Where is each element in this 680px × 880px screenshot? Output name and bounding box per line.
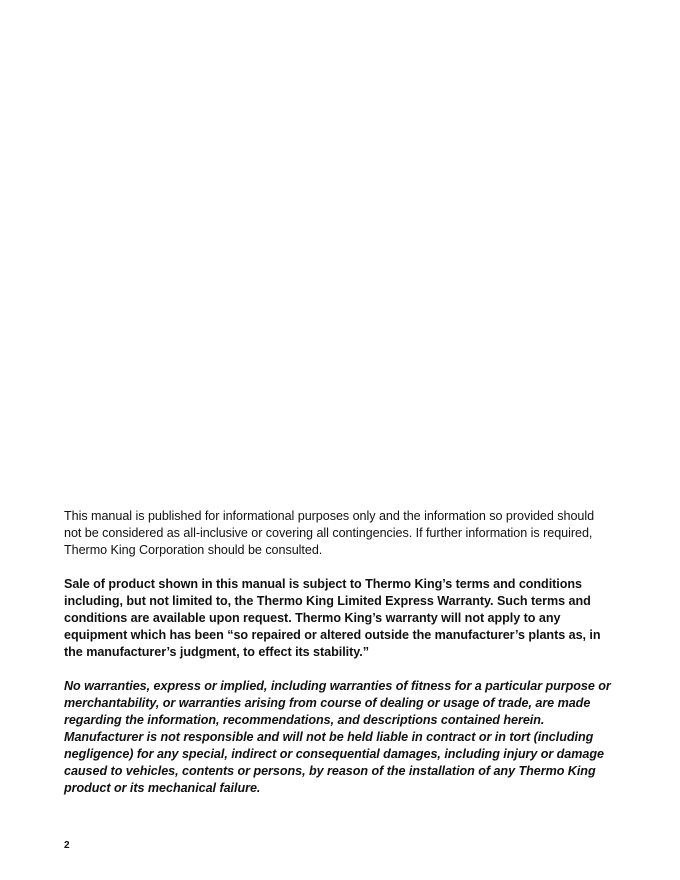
- informational-purposes-paragraph: This manual is published for informational purposes only and the information so provided should not be considered as all-inclusive or covering all contingencies. If further information is required, Thermo King Corporation should be consulted.: [64, 509, 595, 557]
- disclaimer-section: [64, 508, 612, 797]
- page-number: 2: [64, 840, 70, 851]
- terms-and-conditions-paragraph: Sale of product shown in this manual is subject to Thermo King’s terms and conditions including, but not limited to, the Thermo King Limited Express Warranty. Such terms and conditions are available upon request. Thermo King’s warranty will not apply to any equipment which has been “so repaired or altered outside the manufacturer’s plants as, in the manufacturer’s judgment, to effect its stability.”: [64, 577, 601, 659]
- no-warranties-paragraph: No warranties, express or implied, including warranties of fitness for a particular purpose or merchantability, or warranties arising from course of dealing or usage of trade, are made regarding the information, recommendations, and descriptions contained herein. Manufacturer is not responsible and will not be held liable in contract or in tort (including negligence) for any special, indirect or consequential damages, including injury or damage caused to vehicles, contents or persons, by reason of the installation of any Thermo King product or its mechanical failure.: [64, 679, 611, 795]
